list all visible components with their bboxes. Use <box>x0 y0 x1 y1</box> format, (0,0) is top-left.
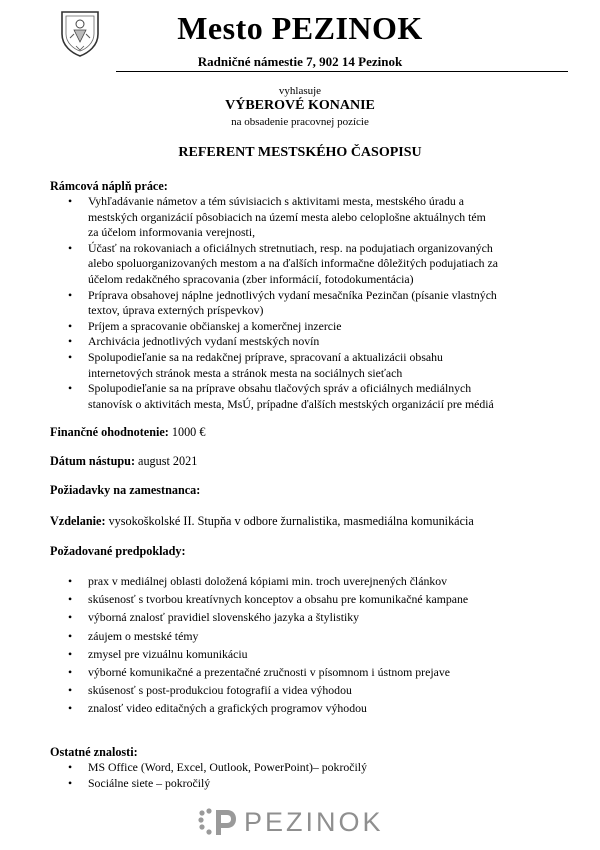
pezinok-logo-icon <box>196 807 238 837</box>
list-item-line: • Archivácia jednotlivých vydaní mestských novín <box>88 334 320 349</box>
framework-heading: Rámcová náplň práce: <box>50 179 168 193</box>
education-line: Vzdelanie: vysokoškolské II. Stupňa v odbore žurnalistika, masmediálna komunikácia <box>50 514 474 528</box>
list-item-line: • Spolupodieľanie sa na redakčnej príprave, spracovaní a aktualizácii obsahu <box>88 349 443 364</box>
list-item <box>50 194 498 241</box>
list-item-line: • Príjem a spracovanie občianskej a komerčnej inzercie <box>88 318 342 333</box>
list-item: • záujem o mestské témy <box>50 627 468 645</box>
list-item-line: mestských organizácií pôsobiacich na území mesta alebo celoplošne aktuálnych tém <box>88 209 486 224</box>
list-item-line: • Spolupodieľanie sa na príprave obsahu tlačových správ a oficiálnych mediálnych <box>88 381 472 396</box>
list-item: • znalosť video editačných a grafických programov výhodou <box>50 699 468 717</box>
prerequisites-list <box>50 572 468 718</box>
list-item <box>50 350 498 381</box>
list-item-line: • Príprava obsahovej náplne jednotlivých vydaní mesačníka Pezinčan (písanie vlastných <box>88 287 497 302</box>
list-item-line: alebo spoluorganizovaných mestom a na ďalších informačne dôležitých podujatiach za <box>88 256 498 271</box>
start-value: august 2021 <box>138 454 198 468</box>
footer-logo-text: PEZINOK <box>244 806 384 837</box>
list-item-line: stanovísk o aktivitách mesta, MsÚ, prípadne ďalších mestských organizácií pre médiá <box>88 396 494 411</box>
competition-title: VÝBEROVÉ KONANIE <box>225 98 375 113</box>
list-item-line: internetových stránok mesta a stránok mesta na sociálnych sieťach <box>88 365 403 380</box>
list-item <box>50 381 498 412</box>
list-item <box>50 334 498 350</box>
salary-line: Finančné ohodnotenie: 1000 € <box>50 425 206 439</box>
list-item: • skúsenosť s tvorbou kreatívnych konceptov a obsahu pre komunikačné kampane <box>50 590 468 608</box>
list-item-line: textov, úprava externých príspevkov) <box>88 303 264 318</box>
list-item: • výborné komunikačné a prezentačné zručnosti v písomnom i ústnom prejave <box>50 663 468 681</box>
list-item: • zmysel pre vizuálnu komunikáciu <box>50 645 468 663</box>
header-divider <box>116 71 568 72</box>
list-item: • výborná znalosť pravidiel slovenského jazyka a štylistiky <box>50 608 468 626</box>
list-item: • skúsenosť s post-produkciou fotografií a videa výhodou <box>50 681 468 699</box>
list-item: • MS Office (Word, Excel, Outlook, PowerPoint)– pokročilý <box>50 760 367 776</box>
prerequisites-heading: Požadované predpoklady: <box>50 544 186 558</box>
list-item <box>50 288 498 319</box>
announces-text: vyhlasuje <box>278 85 322 97</box>
list-item-line: účelom redakčného spracovania (zber informácií, fotodokumentácia) <box>88 271 414 286</box>
list-item: • prax v mediálnej oblasti doložená kópiami min. troch uverejnených článkov <box>50 572 468 590</box>
list-item-line: • Účasť na rokovaniach a oficiálnych stretnutiach, resp. na podujatiach organizovaných <box>88 240 493 255</box>
framework-list <box>50 194 498 412</box>
list-item-line: • Vyhľadávanie námetov a tém súvisiacich s aktivitami mesta, mestského úradu a <box>88 194 464 208</box>
position-title: REFERENT MESTSKÉHO ČASOPISU <box>178 145 422 160</box>
list-item-line: za účelom informovania verejnosti, <box>88 225 256 240</box>
list-item: • Sociálne siete – pokročilý <box>50 776 367 792</box>
purpose-text: na obsadenie pracovnej pozície <box>231 116 369 128</box>
list-item <box>50 241 498 288</box>
page-title: Mesto PEZINOK <box>177 10 423 46</box>
requirements-heading: Požiadavky na zamestnanca: <box>50 483 201 497</box>
other-skills-list <box>50 760 367 791</box>
other-heading: Ostatné znalosti: <box>50 745 138 759</box>
address: Radničné námestie 7, 902 14 Pezinok <box>197 54 403 69</box>
education-value: vysokoškolské II. Stupňa v odbore žurnalistika, masmediálna komunikácia <box>108 514 474 528</box>
salary-value: 1000 € <box>171 425 206 439</box>
list-item <box>50 319 498 335</box>
footer-logo <box>196 806 384 838</box>
start-line: Dátum nástupu: august 2021 <box>50 454 198 468</box>
